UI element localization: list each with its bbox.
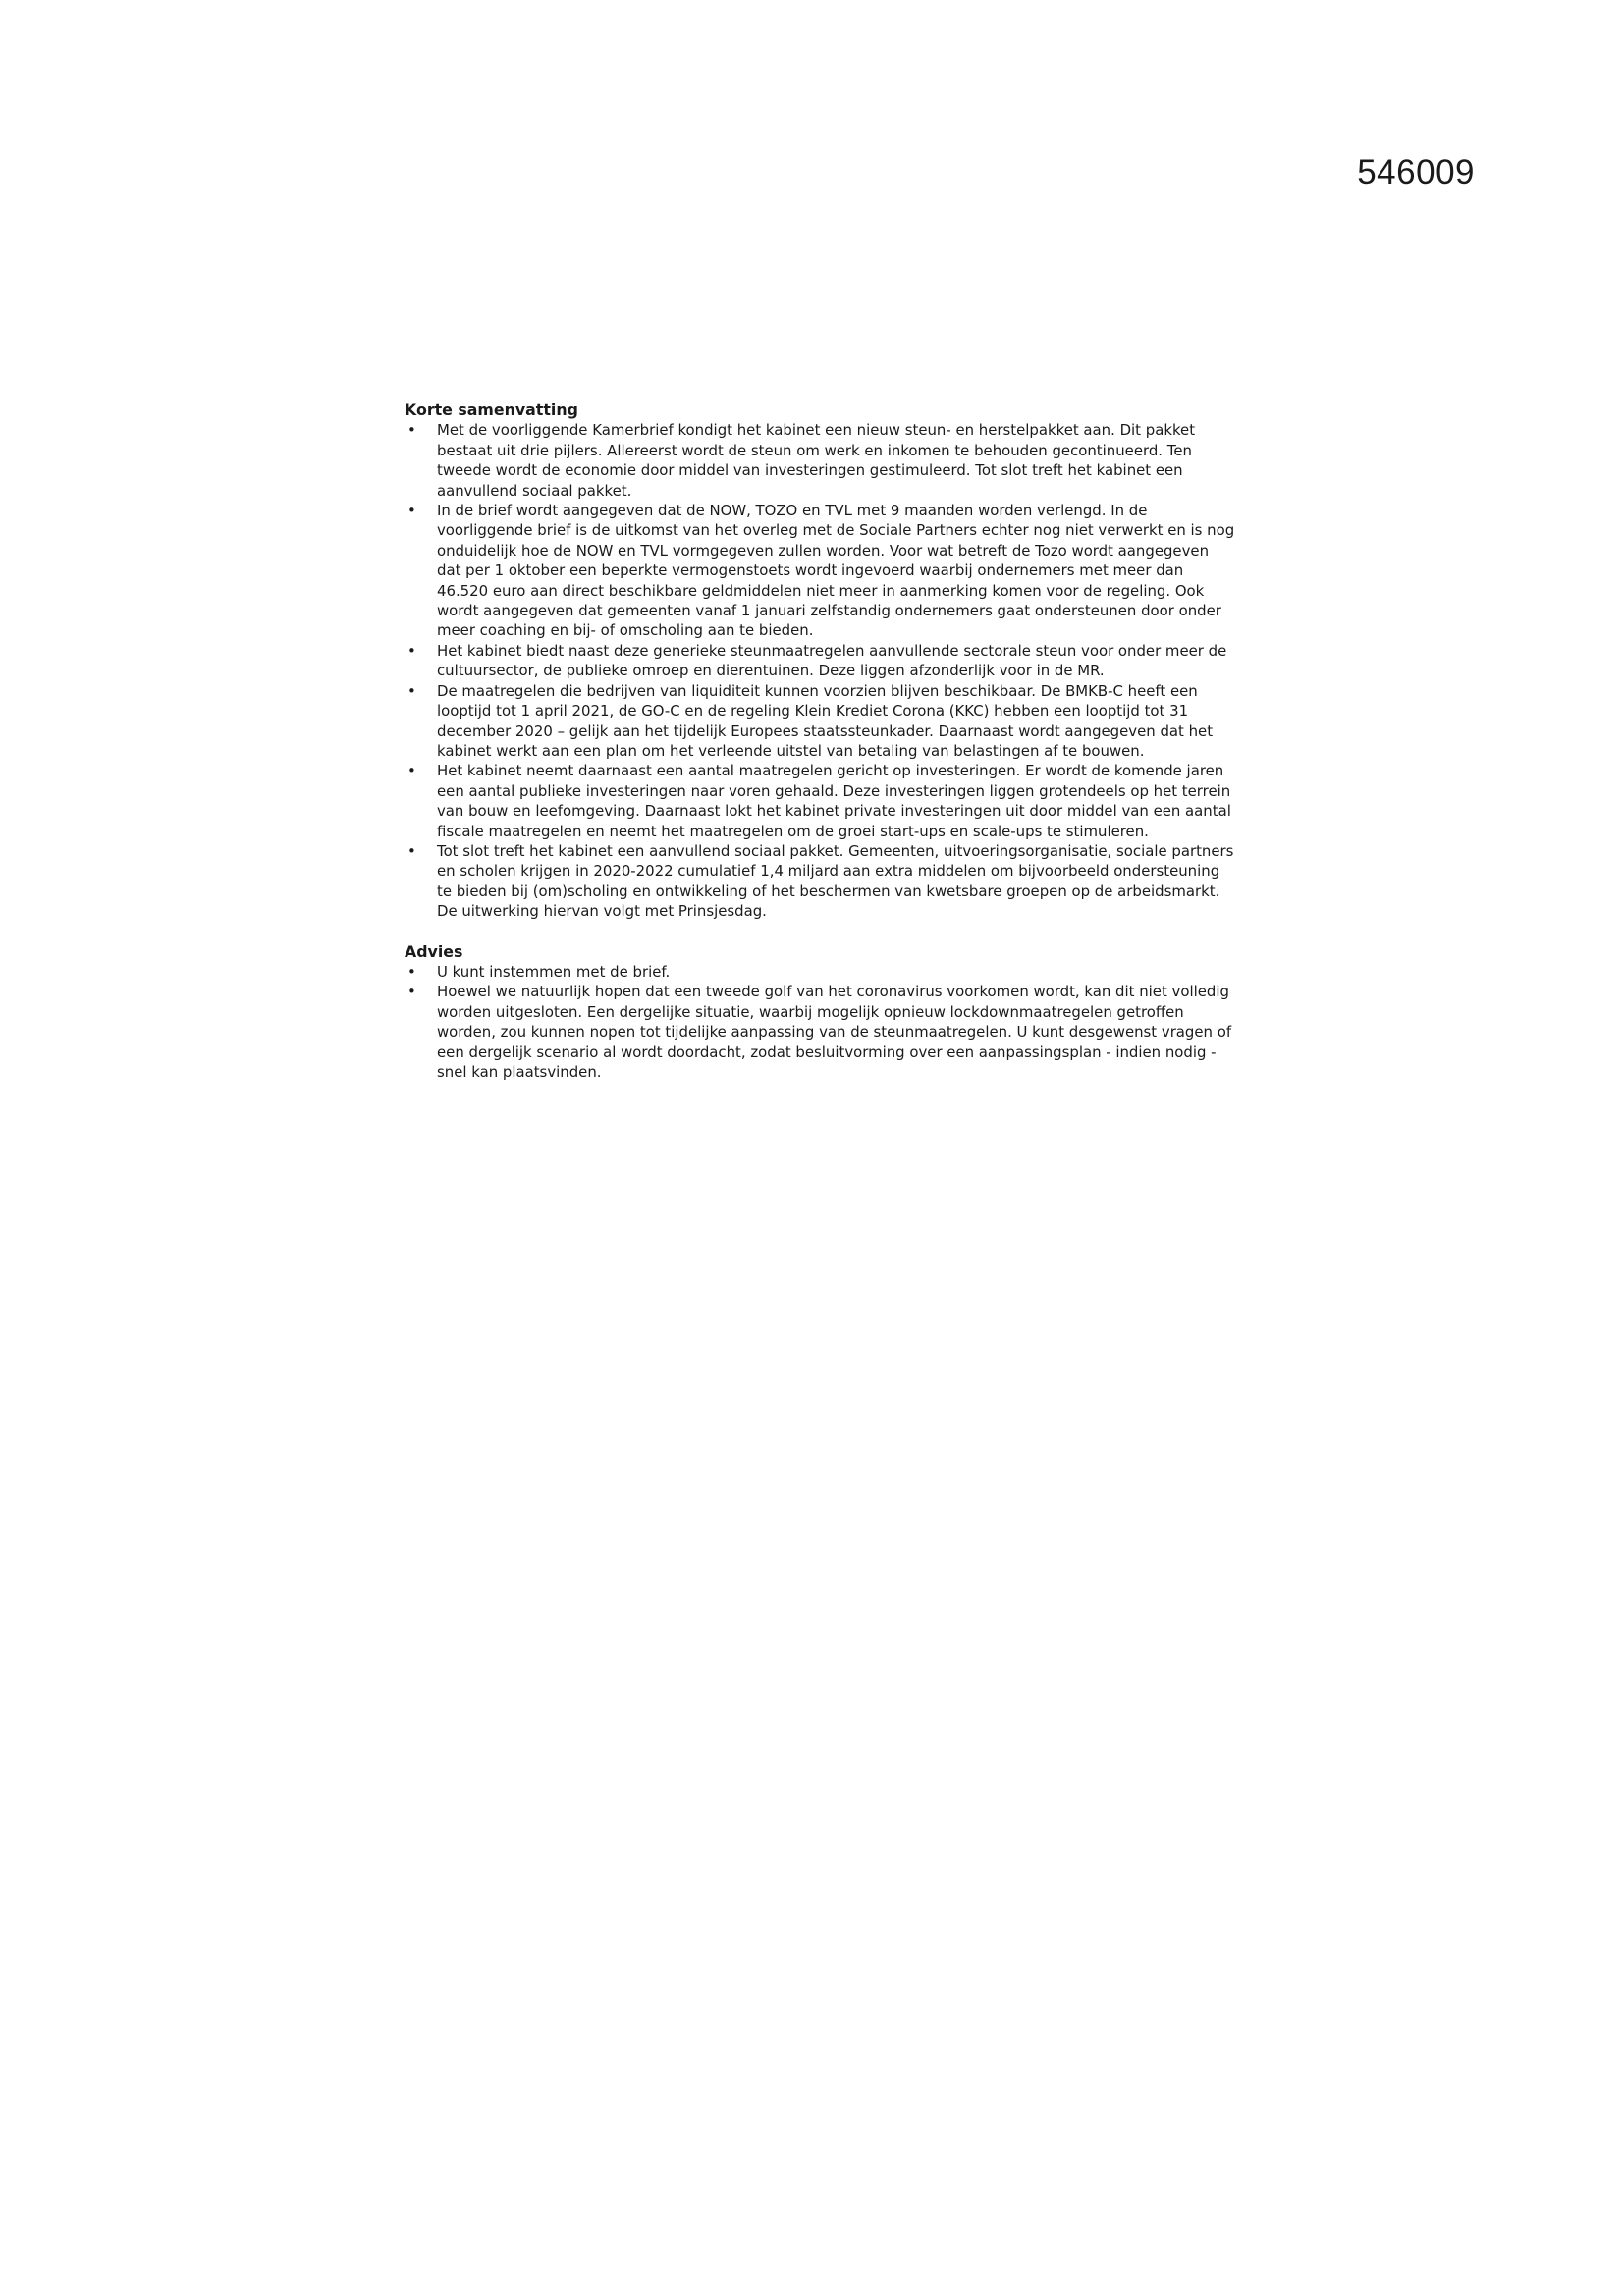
list-item-text: De maatregelen die bedrijven van liquiditeit kunnen voorzien blijven beschikbaar. De BMKB-C heeft een looptijd tot 1 april 2021, de GO-C en de regeling Klein Krediet Corona (KKC) hebben een looptijd tot 31 december 2020 – gelijk aan het tijdelijk Europees staatssteunkader. Daarnaast wordt aangegeven dat het kabinet werkt aan een plan om het verleende uitstel van betaling van belastingen af te bouwen. xyxy=(437,681,1214,760)
list-item-text: Het kabinet neemt daarnaast een aantal maatregelen gericht op investeringen. Er wordt de komende jaren een aantal publieke investeringen naar voren gehaald. Deze investeringen liggen grotendeels op het terrein van bouw en leefomgeving. Daarnaast lokt het kabinet private investeringen uit door middel van een aantal fiscale maatregelen en neemt het maatregelen om de groei start-ups en scale-ups te stimuleren. xyxy=(437,762,1231,840)
list-item xyxy=(405,962,1237,982)
bullet-icon: • xyxy=(407,502,416,520)
bullet-icon: • xyxy=(407,762,416,780)
list-item xyxy=(405,641,1237,681)
bullet-icon: • xyxy=(407,983,416,1001)
bullet-icon: • xyxy=(407,681,416,700)
list-item-text: In de brief wordt aangegeven dat de NOW, TOZO en TVL met 9 maanden worden verlengd. In de voorliggende brief is de uitkomst van het overleg met de Sociale Partners echter nog niet verwerkt en is nog onduidelijk hoe de NOW en TVL vormgegeven zullen worden. Voor wat betreft de Tozo wordt aangegeven dat per 1 oktober een beperkte vermogenstoets wordt ingevoerd waarbij ondernemers met meer dan 46.520 euro aan direct beschikbare geldmiddelen niet meer in aanmerking komen voor de regeling. Ook wordt aangegeven dat gemeenten vanaf 1 januari zelfstandig ondernemers gaat ondersteunen door onder meer coaching en bij- of omscholing aan te bieden. xyxy=(437,502,1235,640)
list-item xyxy=(405,982,1237,1082)
bullet-icon: • xyxy=(407,421,416,440)
advice-section xyxy=(405,942,1237,1083)
document-number: 546009 xyxy=(1357,153,1475,191)
list-item-text: Het kabinet biedt naast deze generieke steunmaatregelen aanvullende sectorale steun voor onder meer de cultuursector, de publieke omroep en dierentuinen. Deze liggen afzonderlijk voor in de MR. xyxy=(437,641,1227,680)
document-body xyxy=(405,400,1237,1082)
list-item-text: Hoewel we natuurlijk hopen dat een tweede golf van het coronavirus voorkomen wordt, kan dit niet volledig worden uitgesloten. Een dergelijke situatie, waarbij mogelijk opnieuw lockdownmaatregelen getroffen worden, zou kunnen nopen tot tijdelijke aanpassing van de steunmaatregelen. U kunt desgewenst vragen of een dergelijk scenario al wordt doordacht, zodat besluitvorming over een aanpassingsplan - indien nodig - snel kan plaatsvinden. xyxy=(437,983,1232,1081)
advice-list xyxy=(405,962,1237,1082)
list-item xyxy=(405,841,1237,922)
list-item xyxy=(405,681,1237,762)
bullet-icon: • xyxy=(407,962,416,981)
list-item xyxy=(405,761,1237,841)
summary-section xyxy=(405,400,1237,922)
summary-heading: Korte samenvatting xyxy=(405,400,578,419)
list-item xyxy=(405,420,1237,501)
advice-heading: Advies xyxy=(405,941,463,961)
bullet-icon: • xyxy=(407,641,416,660)
list-item xyxy=(405,501,1237,641)
list-item-text: Tot slot treft het kabinet een aanvullend sociaal pakket. Gemeenten, uitvoeringsorganisatie, sociale partners en scholen krijgen in 2020-2022 cumulatief 1,4 miljard aan extra middelen om bijvoorbeeld ondersteuning te bieden bij (om)scholing en ontwikkeling of het beschermen van kwetsbare groepen op de arbeidsmarkt. De uitwerking hiervan volgt met Prinsjesdag. xyxy=(437,841,1234,921)
bullet-icon: • xyxy=(407,841,416,860)
summary-list xyxy=(405,420,1237,921)
list-item-text: Met de voorliggende Kamerbrief kondigt het kabinet een nieuw steun- en herstelpakket aan. Dit pakket bestaat uit drie pijlers. Allereerst wordt de steun om werk en inkomen te behouden gecontinueerd. Ten tweede wordt de economie door middel van investeringen gestimuleerd. Tot slot treft het kabinet een aanvullend sociaal pakket. xyxy=(437,421,1196,500)
list-item-text: U kunt instemmen met de brief. xyxy=(437,962,671,981)
